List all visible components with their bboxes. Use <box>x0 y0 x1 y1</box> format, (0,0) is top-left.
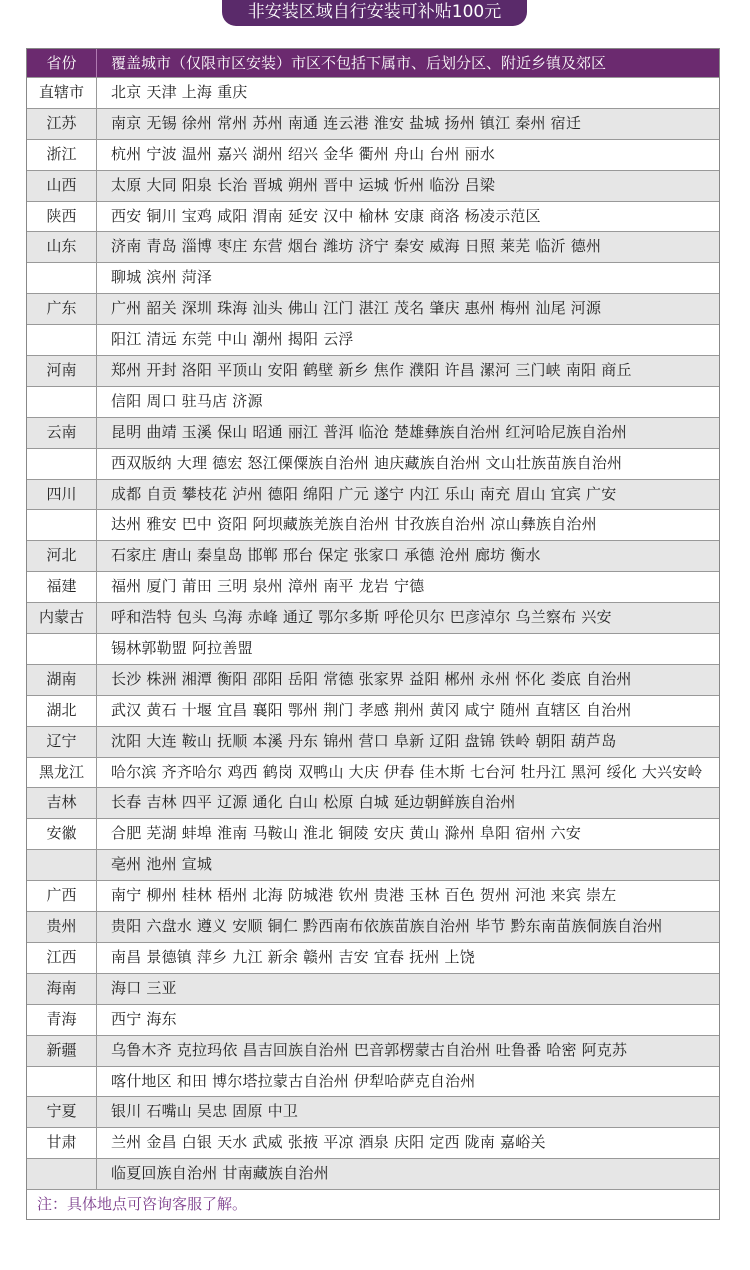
province-cell: 青海 <box>27 1005 97 1035</box>
cities-cell: 石家庄 唐山 秦皇岛 邯郸 邢台 保定 张家口 承德 沧州 廊坊 衡水 <box>111 546 541 565</box>
footnote: 注：具体地点可咨询客服了解。 <box>27 1189 719 1219</box>
cities-cell: 银川 石嘴山 吴忠 固原 中卫 <box>111 1102 299 1121</box>
province-cell <box>27 510 97 540</box>
header-cities: 覆盖城市（仅限市区安装）市区不包括下属市、后划分区、附近乡镇及郊区 <box>111 54 607 72</box>
province-cell: 湖南 <box>27 665 97 695</box>
table-row <box>27 1096 719 1127</box>
province-cell: 吉林 <box>27 788 97 818</box>
cities-cell: 乌鲁木齐 克拉玛依 昌吉回族自治州 巴音郭楞蒙古自治州 吐鲁番 哈密 阿克苏 <box>111 1040 628 1059</box>
table-row <box>27 1158 719 1189</box>
subsidy-banner: 非安装区域自行安装可补贴100元 <box>222 0 527 26</box>
table-row <box>27 479 719 510</box>
cities-cell: 武汉 黄石 十堰 宜昌 襄阳 鄂州 荆门 孝感 荆州 黄冈 咸宁 随州 直辖区 自治州 <box>111 700 632 719</box>
cities-cell: 福州 厦门 莆田 三明 泉州 漳州 南平 龙岩 宁德 <box>111 577 425 596</box>
cities-cell: 合肥 芜湖 蚌埠 淮南 马鞍山 淮北 铜陵 安庆 黄山 滁州 阜阳 宿州 六安 <box>111 824 582 843</box>
cities-cell: 贵阳 六盘水 遵义 安顺 铜仁 黔西南布依族苗族自治州 毕节 黔东南苗族侗族自治州 <box>111 917 663 936</box>
cities-cell: 昆明 曲靖 玉溪 保山 昭通 丽江 普洱 临沧 楚雄彝族自治州 红河哈尼族自治州 <box>111 422 627 441</box>
province-cell: 直辖市 <box>27 78 97 108</box>
cities-cell: 南京 无锡 徐州 常州 苏州 南通 连云港 淮安 盐城 扬州 镇江 秦州 宿迁 <box>111 113 582 132</box>
cities-cell: 阳江 清远 东莞 中山 潮州 揭阳 云浮 <box>111 330 354 349</box>
table-row <box>27 139 719 170</box>
province-cell: 安徽 <box>27 819 97 849</box>
province-cell: 山西 <box>27 171 97 201</box>
table-header <box>27 49 719 77</box>
province-cell: 云南 <box>27 418 97 448</box>
table-row <box>27 571 719 602</box>
table-row <box>27 633 719 664</box>
province-cell: 福建 <box>27 572 97 602</box>
province-cell: 湖北 <box>27 696 97 726</box>
table-row <box>27 818 719 849</box>
table-row <box>27 231 719 262</box>
cities-cell: 锡林郭勒盟 阿拉善盟 <box>111 639 253 658</box>
province-cell: 新疆 <box>27 1036 97 1066</box>
province-cell: 宁夏 <box>27 1097 97 1127</box>
province-cell: 四川 <box>27 480 97 510</box>
cities-cell: 哈尔滨 齐齐哈尔 鸡西 鹤岗 双鸭山 大庆 伊春 佳木斯 七台河 牡丹江 黑河 绥化 大兴安岭 <box>111 762 703 781</box>
province-cell: 黑龙江 <box>27 758 97 788</box>
table-row <box>27 1004 719 1035</box>
table-row <box>27 417 719 448</box>
cities-cell: 杭州 宁波 温州 嘉兴 湖州 绍兴 金华 衢州 舟山 台州 丽水 <box>111 144 496 163</box>
cities-cell: 信阳 周口 驻马店 济源 <box>111 391 263 410</box>
coverage-table <box>26 48 720 1220</box>
table-row <box>27 1127 719 1158</box>
province-cell: 辽宁 <box>27 727 97 757</box>
cities-cell: 广州 韶关 深圳 珠海 汕头 佛山 江门 湛江 茂名 肇庆 惠州 梅州 汕尾 河源 <box>111 299 602 318</box>
table-row <box>27 787 719 818</box>
header-province: 省份 <box>27 49 97 77</box>
table-row <box>27 602 719 633</box>
table-row <box>27 448 719 479</box>
cities-cell: 南昌 景德镇 萍乡 九江 新余 赣州 吉安 宜春 抚州 上饶 <box>111 947 475 966</box>
table-row <box>27 757 719 788</box>
province-cell: 贵州 <box>27 912 97 942</box>
cities-cell: 郑州 开封 洛阳 平顶山 安阳 鹤壁 新乡 焦作 濮阳 许昌 漯河 三门峡 南阳 商丘 <box>111 361 632 380</box>
table-row <box>27 540 719 571</box>
province-cell: 浙江 <box>27 140 97 170</box>
table-row <box>27 170 719 201</box>
province-cell: 广东 <box>27 294 97 324</box>
table-row <box>27 911 719 942</box>
table-body <box>27 77 719 1189</box>
province-cell: 河南 <box>27 356 97 386</box>
table-row <box>27 386 719 417</box>
province-cell <box>27 850 97 880</box>
cities-cell: 呼和浩特 包头 乌海 赤峰 通辽 鄂尔多斯 呼伦贝尔 巴彦淖尔 乌兰察布 兴安 <box>111 608 612 627</box>
cities-cell: 西安 铜川 宝鸡 咸阳 渭南 延安 汉中 榆林 安康 商洛 杨凌示范区 <box>111 206 541 225</box>
province-cell: 甘肃 <box>27 1128 97 1158</box>
table-row <box>27 355 719 386</box>
table-row <box>27 293 719 324</box>
province-cell <box>27 325 97 355</box>
province-cell <box>27 1067 97 1097</box>
table-row <box>27 849 719 880</box>
province-cell <box>27 449 97 479</box>
table-row <box>27 942 719 973</box>
cities-cell: 沈阳 大连 鞍山 抚顺 本溪 丹东 锦州 营口 阜新 辽阳 盘锦 铁岭 朝阳 葫芦岛 <box>111 731 617 750</box>
table-row <box>27 973 719 1004</box>
cities-cell: 临夏回族自治州 甘南藏族自治州 <box>111 1164 329 1183</box>
province-cell: 陕西 <box>27 202 97 232</box>
province-cell: 山东 <box>27 232 97 262</box>
cities-cell: 长春 吉林 四平 辽源 通化 白山 松原 白城 延边朝鲜族自治州 <box>111 793 516 812</box>
table-row <box>27 262 719 293</box>
province-cell: 河北 <box>27 541 97 571</box>
cities-cell: 兰州 金昌 白银 天水 武威 张掖 平凉 酒泉 庆阳 定西 陇南 嘉峪关 <box>111 1133 546 1152</box>
province-cell: 广西 <box>27 881 97 911</box>
table-row <box>27 108 719 139</box>
cities-cell: 成都 自贡 攀枝花 泸州 德阳 绵阳 广元 遂宁 内江 乐山 南充 眉山 宜宾 广安 <box>111 484 617 503</box>
table-row <box>27 1035 719 1066</box>
cities-cell: 达州 雅安 巴中 资阳 阿坝藏族羌族自治州 甘孜族自治州 凉山彝族自治州 <box>111 515 597 534</box>
table-row <box>27 695 719 726</box>
cities-cell: 亳州 池州 宣城 <box>111 855 213 874</box>
table-row <box>27 324 719 355</box>
province-cell: 江西 <box>27 943 97 973</box>
cities-cell: 济南 青岛 淄博 枣庄 东营 烟台 潍坊 济宁 秦安 威海 日照 莱芜 临沂 德州 <box>111 237 602 256</box>
cities-cell: 北京 天津 上海 重庆 <box>111 83 248 101</box>
cities-cell: 太原 大同 阳泉 长治 晋城 朔州 晋中 运城 忻州 临汾 吕梁 <box>111 175 496 194</box>
table-row <box>27 77 719 108</box>
table-row <box>27 726 719 757</box>
table-row <box>27 880 719 911</box>
cities-cell: 聊城 滨州 菏泽 <box>111 268 213 287</box>
cities-cell: 海口 三亚 <box>111 978 177 997</box>
province-cell <box>27 387 97 417</box>
province-cell <box>27 1159 97 1189</box>
province-cell <box>27 263 97 293</box>
table-row <box>27 509 719 540</box>
province-cell: 海南 <box>27 974 97 1004</box>
province-cell <box>27 634 97 664</box>
table-row <box>27 201 719 232</box>
cities-cell: 西宁 海东 <box>111 1009 177 1028</box>
province-cell: 江苏 <box>27 109 97 139</box>
province-cell: 内蒙古 <box>27 603 97 633</box>
table-row <box>27 664 719 695</box>
cities-cell: 南宁 柳州 桂林 梧州 北海 防城港 钦州 贵港 玉林 百色 贺州 河池 来宾 崇左 <box>111 886 617 905</box>
table-row <box>27 1066 719 1097</box>
cities-cell: 长沙 株洲 湘潭 衡阳 邵阳 岳阳 常德 张家界 益阳 郴州 永州 怀化 娄底 自治州 <box>111 669 632 688</box>
cities-cell: 喀什地区 和田 博尔塔拉蒙古自治州 伊犁哈萨克自治州 <box>111 1071 476 1090</box>
cities-cell: 西双版纳 大理 德宏 怒江傈僳族自治州 迪庆藏族自治州 文山壮族苗族自治州 <box>111 453 623 472</box>
